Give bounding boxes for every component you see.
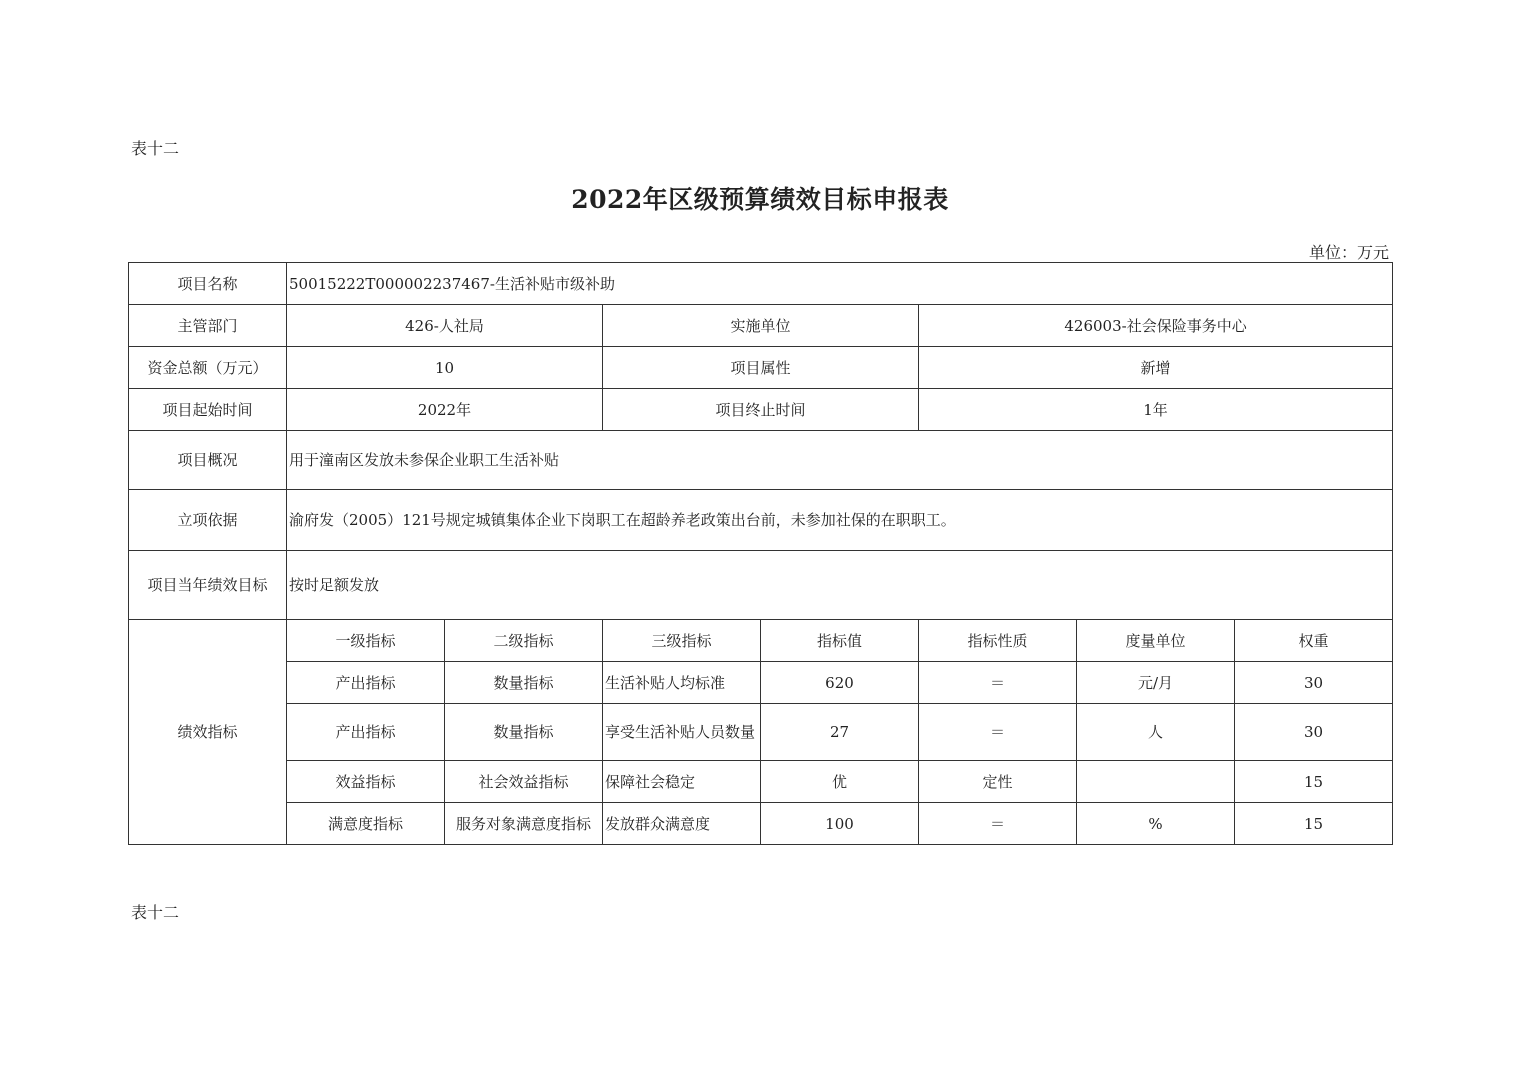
project-name-label: 项目名称: [129, 263, 287, 305]
row-project-name: [129, 263, 1393, 305]
nature-cell: 定性: [919, 761, 1077, 803]
fund-label: 资金总额（万元）: [129, 347, 287, 389]
unit-cell: [1077, 761, 1235, 803]
row-time: [129, 389, 1393, 431]
indicator-header-row: [129, 620, 1393, 662]
header-value: 指标值: [761, 620, 919, 662]
dept-value: 426-人社局: [287, 305, 603, 347]
attr-label: 项目属性: [603, 347, 919, 389]
weight-cell: 15: [1235, 761, 1393, 803]
basis-label: 立项依据: [129, 490, 287, 551]
goal-label: 项目当年绩效目标: [129, 551, 287, 620]
dept-label: 主管部门: [129, 305, 287, 347]
value-cell: 620: [761, 662, 919, 704]
impl-unit-label: 实施单位: [603, 305, 919, 347]
level3-cell: 生活补贴人均标准: [603, 662, 761, 704]
basis-value: 渝府发（2005）121号规定城镇集体企业下岗职工在超龄养老政策出台前，未参加社保的在职职工。: [287, 490, 1393, 551]
header-unit: 度量单位: [1077, 620, 1235, 662]
start-time-value: 2022年: [287, 389, 603, 431]
overview-label: 项目概况: [129, 431, 287, 490]
end-time-value: 1年: [919, 389, 1393, 431]
weight-cell: 30: [1235, 704, 1393, 761]
weight-cell: 15: [1235, 803, 1393, 845]
goal-value: 按时足额发放: [287, 551, 1393, 620]
table-number-label: 表十二: [131, 139, 180, 158]
level3-cell: 保障社会稳定: [603, 761, 761, 803]
table-row: [129, 704, 1393, 761]
header-nature: 指标性质: [919, 620, 1077, 662]
page-title: 2022年区级预算绩效目标申报表: [571, 185, 949, 214]
unit-cell: 人: [1077, 704, 1235, 761]
row-overview: [129, 431, 1393, 490]
level2-cell: 服务对象满意度指标: [445, 803, 603, 845]
level2-cell: 数量指标: [445, 662, 603, 704]
level3-cell: 享受生活补贴人员数量: [603, 704, 761, 761]
row-fund: [129, 347, 1393, 389]
header-level1: 一级指标: [287, 620, 445, 662]
attr-value: 新增: [919, 347, 1393, 389]
row-department: [129, 305, 1393, 347]
header-weight: 权重: [1235, 620, 1393, 662]
overview-value: 用于潼南区发放未参保企业职工生活补贴: [287, 431, 1393, 490]
table-row: [129, 803, 1393, 845]
unit-cell: %: [1077, 803, 1235, 845]
header-level3: 三级指标: [603, 620, 761, 662]
fund-value: 10: [287, 347, 603, 389]
end-time-label: 项目终止时间: [603, 389, 919, 431]
performance-target-table: [128, 262, 1393, 845]
level1-cell: 产出指标: [287, 704, 445, 761]
project-name-value: 50015222T000002237467-生活补贴市级补助: [287, 263, 1393, 305]
level3-cell: 发放群众满意度: [603, 803, 761, 845]
value-cell: 100: [761, 803, 919, 845]
unit-cell: 元/月: [1077, 662, 1235, 704]
level2-cell: 社会效益指标: [445, 761, 603, 803]
header-level2: 二级指标: [445, 620, 603, 662]
nature-cell: ＝: [919, 704, 1077, 761]
unit-note: 单位：万元: [1308, 243, 1389, 262]
level1-cell: 效益指标: [287, 761, 445, 803]
row-goal: [129, 551, 1393, 620]
level1-cell: 满意度指标: [287, 803, 445, 845]
weight-cell: 30: [1235, 662, 1393, 704]
table-row: [129, 662, 1393, 704]
level1-cell: 产出指标: [287, 662, 445, 704]
value-cell: 27: [761, 704, 919, 761]
nature-cell: ＝: [919, 803, 1077, 845]
nature-cell: ＝: [919, 662, 1077, 704]
start-time-label: 项目起始时间: [129, 389, 287, 431]
value-cell: 优: [761, 761, 919, 803]
level2-cell: 数量指标: [445, 704, 603, 761]
row-basis: [129, 490, 1393, 551]
indicators-section-label: 绩效指标: [129, 620, 287, 845]
table-row: [129, 761, 1393, 803]
table-number-label-bottom: 表十二: [131, 903, 180, 922]
impl-unit-value: 426003-社会保险事务中心: [919, 305, 1393, 347]
